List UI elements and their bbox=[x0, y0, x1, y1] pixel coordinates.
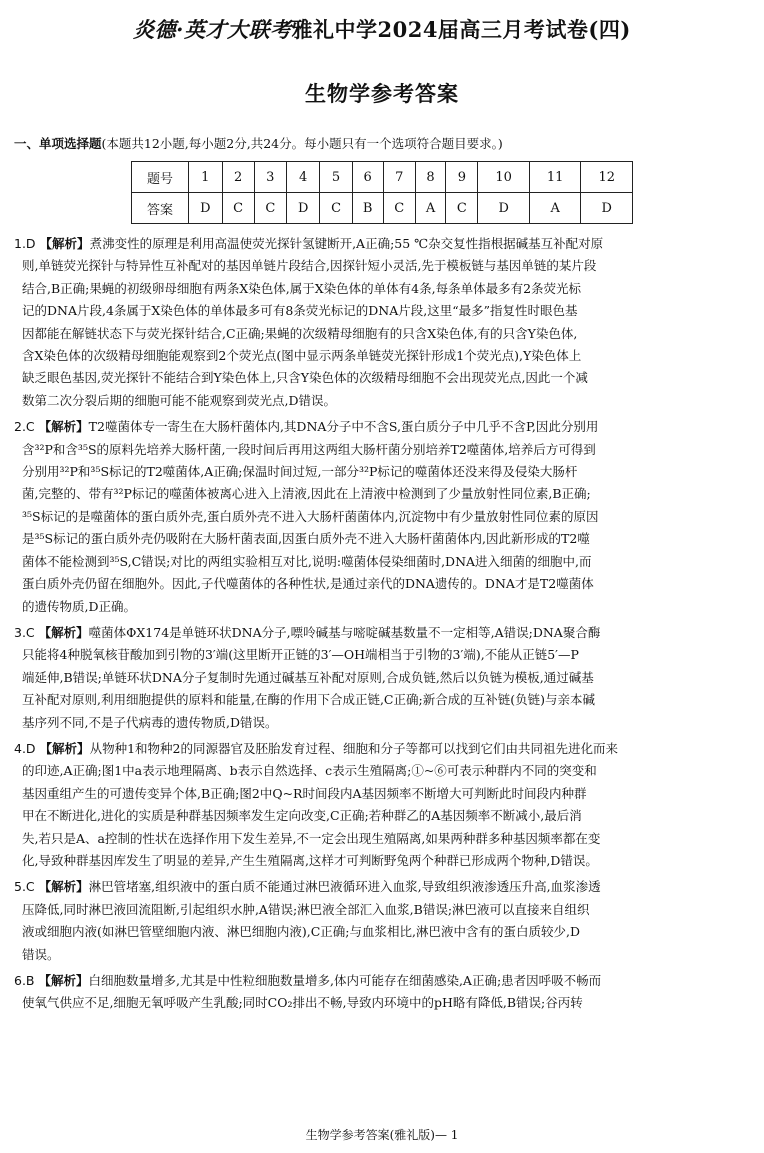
question-answer-number: 5.C bbox=[14, 879, 35, 895]
explanation-item bbox=[14, 622, 752, 734]
brand-name: 炎德·英才大联考 bbox=[133, 17, 292, 42]
explanation-text: 记的DNA片段,4条属于X染色体的单体最多可有8条荧光标记的DNA片段,这里“最多”指复性时眼色基 bbox=[22, 303, 578, 319]
explanation-text: 菌体不能检测到³⁵S,C错误;对比的两组实验相互对比,说明:噬菌体侵染细菌时,DNA进入细菌的细胞中,而 bbox=[22, 553, 592, 569]
answer-cell: D bbox=[189, 193, 223, 224]
explanation-text: 端延伸,B错误;单链环状DNA分子复制时先通过碱基互补配对原则,合成负链,然后以负链为模板,通过碱基 bbox=[22, 669, 594, 685]
explanation-text: 错误。 bbox=[22, 946, 60, 962]
explanation-line bbox=[14, 416, 752, 438]
explanation-text: 含X染色体的次级精母细胞能观察到2个荧光点(图中显示两条单链荧光探针形成1个荧光点),Y染色体上 bbox=[22, 348, 582, 364]
answer-cell: C bbox=[222, 193, 254, 224]
explanation-line bbox=[14, 233, 752, 255]
answer-cell: B bbox=[352, 193, 383, 224]
explanation-line bbox=[14, 345, 752, 367]
explanation-line bbox=[14, 738, 752, 760]
explanation-line bbox=[14, 760, 752, 782]
answer-cell: D bbox=[581, 193, 633, 224]
explanation-line bbox=[14, 712, 752, 734]
section-instruction: (本题共12小题,每小题2分,共24分。每小题只有一个选项符合题目要求。) bbox=[101, 136, 503, 151]
question-answer-number: 4.D bbox=[14, 740, 36, 756]
question-number: 8 bbox=[415, 162, 446, 193]
explanation-line bbox=[14, 899, 752, 921]
explanation-line bbox=[14, 596, 752, 618]
explanation-text: 化,导致种群基因库发生了明显的差异,产生生殖隔离,这样才可判断野兔两个种群已形成两个物种,D错误。 bbox=[22, 852, 598, 868]
subject-title: 生物学参考答案 bbox=[305, 82, 459, 106]
explanations bbox=[14, 233, 752, 1019]
explanation-line bbox=[14, 551, 752, 573]
explanation-line bbox=[14, 528, 752, 550]
explanation-text: 因都能在解链状态下与荧光探针结合,C正确;果蝇的次级精母细胞有的只含X染色体,有的只含Y染色体, bbox=[22, 325, 578, 341]
answer-cell: C bbox=[254, 193, 286, 224]
explanation-line bbox=[14, 850, 752, 872]
question-answer-number: 1.D bbox=[14, 236, 36, 251]
explanation-text: 分别用³²P和³⁵S标记的T2噬菌体,A正确;保温时间过短,一部分³²P标记的噬菌体还没来得及侵染大肠杆 bbox=[22, 464, 578, 480]
explanation-text: 结合,B正确;果蝇的初级卵母细胞有两条X染色体,属于X染色体的单体有4条,每条单体最多有2条荧光标 bbox=[22, 280, 582, 296]
explanation-text: 甲在不断进化,进化的实质是种群基因频率发生定向改变,C正确;若种群乙的A基因频率不断减小,最后消 bbox=[22, 808, 582, 824]
explanation-line bbox=[14, 300, 752, 322]
answer-cell: D bbox=[478, 193, 530, 224]
explanation-item bbox=[14, 738, 752, 872]
explanation-text: T2噬菌体专一寄生在大肠杆菌体内,其DNA分子中不含S,蛋白质分子中几乎不含P,因此分别用 bbox=[88, 419, 599, 435]
page-footer: 生物学参考答案(雅礼版)— 1 bbox=[305, 1128, 459, 1142]
explanation-line bbox=[14, 992, 752, 1014]
explanation-text: 数第二次分裂后期的细胞可能不能观察到荧光点,D错误。 bbox=[22, 392, 336, 408]
explanation-text: 液或细胞内液(如淋巴管壁细胞内液、淋巴细胞内液),C正确;与血浆相比,淋巴液中含有的蛋白质较少,D bbox=[22, 924, 580, 940]
explanation-line bbox=[14, 970, 752, 992]
analysis-tag: 【解析】 bbox=[38, 973, 89, 988]
explanation-line bbox=[14, 783, 752, 805]
explanation-line bbox=[14, 644, 752, 666]
explanation-line bbox=[14, 876, 752, 898]
question-number: 4 bbox=[286, 162, 320, 193]
question-number: 12 bbox=[581, 162, 633, 193]
question-answer-number: 3.C bbox=[14, 624, 35, 640]
analysis-tag: 【解析】 bbox=[38, 419, 89, 435]
section-title: 一、单项选择题 bbox=[14, 136, 102, 151]
answer-cell: C bbox=[446, 193, 478, 224]
explanation-line bbox=[14, 921, 752, 943]
explanation-text: 则,单链荧光探针与特异性互补配对的基因单链片段结合,因探针短小灵活,先于模板链与基因单链的某片段 bbox=[22, 258, 597, 274]
question-number: 5 bbox=[320, 162, 352, 193]
explanation-item bbox=[14, 416, 752, 618]
explanation-text: 的遗传物质,D正确。 bbox=[22, 598, 136, 614]
explanation-line bbox=[14, 667, 752, 689]
explanation-text: 失,若只是A、a控制的性状在选择作用下发生差异,不一定会出现生殖隔离,如果两种群多种基因频率都在变 bbox=[22, 830, 601, 846]
question-number: 1 bbox=[189, 162, 223, 193]
explanation-text: 只能将4种脱氧核苷酸加到引物的3′端(这里断开正链的3′—OH端相当于引物的3′端),不能从正链5′—P bbox=[22, 647, 579, 663]
explanation-item bbox=[14, 233, 752, 412]
question-answer-number: 6.B bbox=[14, 973, 35, 988]
explanation-item bbox=[14, 970, 752, 1015]
explanation-text: 互补配对原则,利用细胞提供的原料和能量,在酶的作用下合成正链,C正确;新合成的互补链(负链)与亲本碱 bbox=[22, 692, 595, 708]
explanation-line bbox=[14, 323, 752, 345]
explanation-line bbox=[14, 622, 752, 644]
row-label-answers: 答案 bbox=[132, 193, 189, 224]
explanation-text: 基序列不同,不是子代病毒的遗传物质,D错误。 bbox=[22, 714, 278, 730]
analysis-tag: 【解析】 bbox=[39, 740, 90, 756]
answer-cell: A bbox=[529, 193, 581, 224]
explanation-line bbox=[14, 483, 752, 505]
question-number: 2 bbox=[222, 162, 254, 193]
answer-table bbox=[131, 161, 633, 224]
explanation-line bbox=[14, 944, 752, 966]
analysis-tag: 【解析】 bbox=[38, 879, 89, 895]
explanation-text: 是³⁵S标记的蛋白质外壳仍吸附在大肠杆菌表面,因蛋白质外壳不进入大肠杆菌菌体内,因此新形成的T2噬 bbox=[22, 531, 590, 547]
answer-table-number-row bbox=[132, 162, 633, 193]
explanation-line bbox=[14, 439, 752, 461]
explanation-line bbox=[14, 506, 752, 528]
explanation-text: 压降低,同时淋巴液回流阻断,引起组织水肿,A错误;淋巴液全部汇入血浆,B错误;淋巴液可以直接来自组织 bbox=[22, 901, 590, 917]
explanation-text: 煮沸变性的原理是利用高温使荧光探针氢键断开,A正确;55 ℃杂交复性指根据碱基互补配对原 bbox=[89, 236, 604, 251]
explanation-line bbox=[14, 828, 752, 850]
section-heading bbox=[14, 134, 503, 152]
explanation-text: 从物种1和物种2的同源器官及胚胎发育过程、细胞和分子等都可以找到它们由共同祖先进化而来 bbox=[89, 740, 618, 756]
question-number: 7 bbox=[383, 162, 415, 193]
answer-cell: C bbox=[383, 193, 415, 224]
explanation-text: 菌,完整的、带有³²P标记的噬菌体被离心进入上清液,因此在上清液中检测到了少量放射性同位素,B正确; bbox=[22, 486, 591, 502]
row-label-numbers: 题号 bbox=[132, 162, 189, 193]
explanation-text: 缺乏眼色基因,荧光探针不能结合到Y染色体上,只含Y染色体的次级精母细胞不会出现荧光点,因此一个减 bbox=[22, 370, 588, 386]
explanation-text: 淋巴管堵塞,组织液中的蛋白质不能通过淋巴液循环进入血浆,导致组织液渗透压升高,血浆渗透 bbox=[88, 879, 601, 895]
explanation-line bbox=[14, 689, 752, 711]
explanation-line bbox=[14, 573, 752, 595]
explanation-line bbox=[14, 461, 752, 483]
answer-cell: C bbox=[320, 193, 352, 224]
explanation-text: 噬菌体ΦX174是单链环状DNA分子,嘌呤碱基与嘧啶碱基数量不一定相等,A错误;DNA聚合酶 bbox=[88, 624, 601, 640]
explanation-text: 基因重组产生的可遗传变异个体,B正确;图2中Q~R时间段内A基因频率不断增大可判断此时间段内种群 bbox=[22, 785, 587, 801]
answer-cell: D bbox=[286, 193, 320, 224]
question-number: 3 bbox=[254, 162, 286, 193]
analysis-tag: 【解析】 bbox=[38, 624, 89, 640]
question-number: 11 bbox=[529, 162, 581, 193]
answer-cell: A bbox=[415, 193, 446, 224]
explanation-line bbox=[14, 278, 752, 300]
explanation-text: 蛋白质外壳仍留在细胞外。因此,子代噬菌体的各种性状,是通过亲代的DNA遗传的。DNA才是T2噬菌体 bbox=[22, 576, 594, 592]
explanation-text: 的印迹,A正确;图1中a表示地理隔离、b表示自然选择、c表示生殖隔离;①~⑥可表示种群内不同的突变和 bbox=[22, 763, 597, 779]
explanation-text: ³⁵S标记的是噬菌体的蛋白质外壳,蛋白质外壳不进入大肠杆菌菌体内,沉淀物中有少量放射性同位素的原因 bbox=[22, 508, 599, 524]
exam-title: 雅礼中学2024届高三月考试卷(四) bbox=[291, 17, 631, 42]
question-number: 9 bbox=[446, 162, 478, 193]
question-number: 10 bbox=[478, 162, 530, 193]
explanation-item bbox=[14, 876, 752, 966]
answer-table-answer-row bbox=[132, 193, 633, 224]
question-number: 6 bbox=[352, 162, 383, 193]
explanation-line bbox=[14, 390, 752, 412]
explanation-text: 含³²P和含³⁵S的原料先培养大肠杆菌,一段时间后再用这两组大肠杆菌分别培养T2噬菌体,培养后方可得到 bbox=[22, 441, 596, 457]
explanation-line bbox=[14, 255, 752, 277]
explanation-text: 使氧气供应不足,细胞无氧呼吸产生乳酸;同时CO₂排出不畅,导致内环境中的pH略有降低,B错误;谷丙转 bbox=[22, 995, 583, 1011]
explanation-text: 白细胞数量增多,尤其是中性粒细胞数量增多,体内可能存在细菌感染,A正确;患者因呼吸不畅而 bbox=[88, 973, 602, 988]
analysis-tag: 【解析】 bbox=[39, 236, 90, 251]
explanation-line bbox=[14, 367, 752, 389]
question-answer-number: 2.C bbox=[14, 419, 35, 435]
explanation-line bbox=[14, 805, 752, 827]
exam-header bbox=[0, 14, 764, 44]
